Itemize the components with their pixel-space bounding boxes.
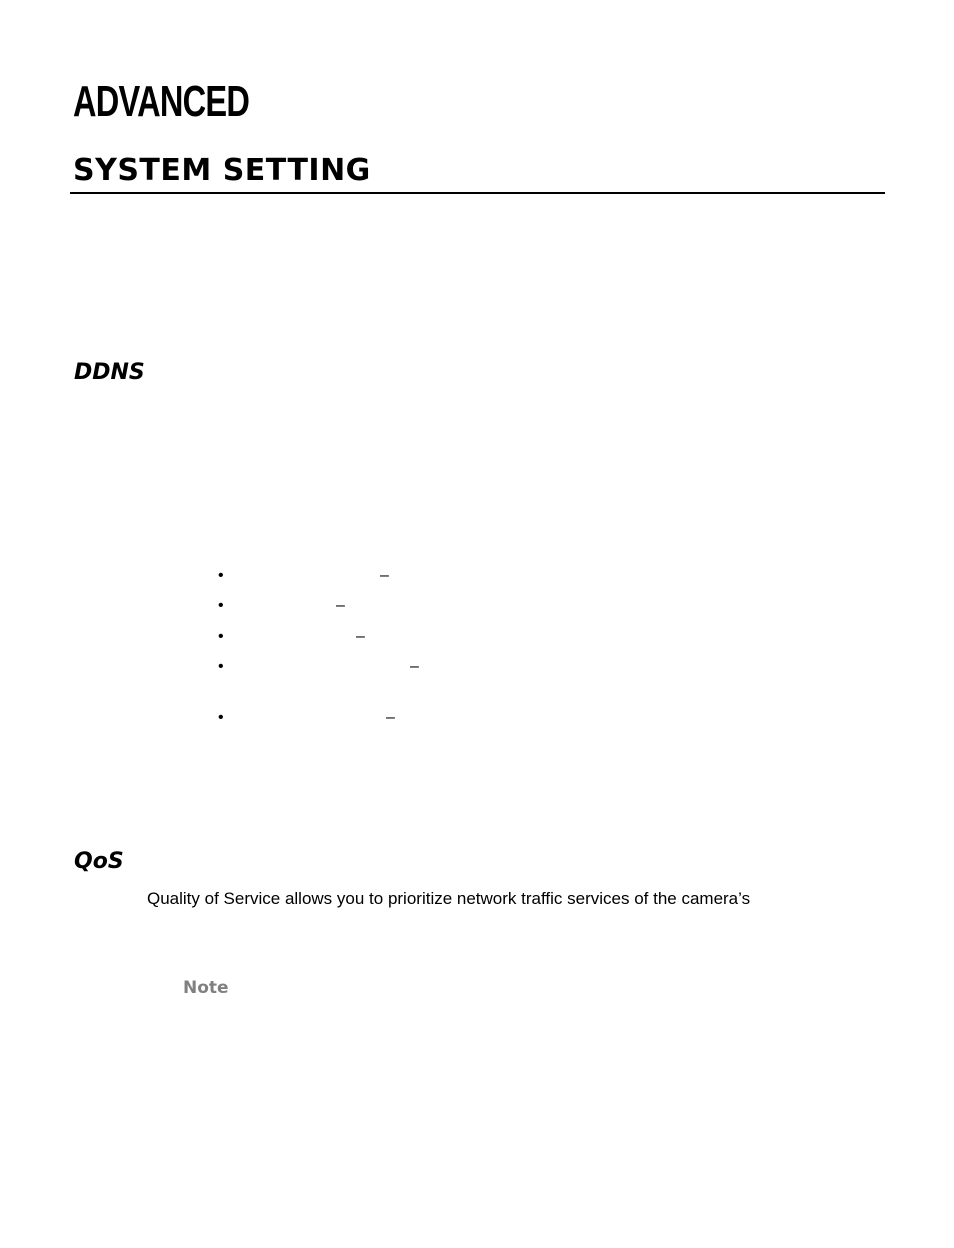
- bullet-dash: –: [410, 658, 419, 675]
- bullet-icon: •: [218, 597, 224, 614]
- qos-description: Quality of Service allows you to prioritize network traffic services of the camera’s: [147, 889, 751, 908]
- bullet-dash: –: [380, 567, 389, 584]
- list-item: [218, 708, 618, 728]
- section-divider: [70, 192, 885, 194]
- list-item: [218, 566, 618, 586]
- ddns-heading: DDNS: [74, 360, 145, 385]
- section-title: SYSTEM SETTING: [73, 153, 371, 188]
- qos-heading: QoS: [74, 849, 124, 874]
- bullet-icon: •: [218, 658, 224, 675]
- list-item: [218, 657, 618, 677]
- chapter-title: ADVANCED: [73, 77, 250, 126]
- bullet-icon: •: [218, 567, 224, 584]
- list-item: [218, 596, 618, 616]
- bullet-icon: •: [218, 628, 224, 645]
- bullet-dash: –: [336, 597, 345, 614]
- bullet-icon: •: [218, 709, 224, 726]
- bullet-dash: –: [356, 628, 365, 645]
- bullet-dash: –: [386, 709, 395, 726]
- note-label: Note: [183, 978, 229, 998]
- list-item: [218, 627, 618, 647]
